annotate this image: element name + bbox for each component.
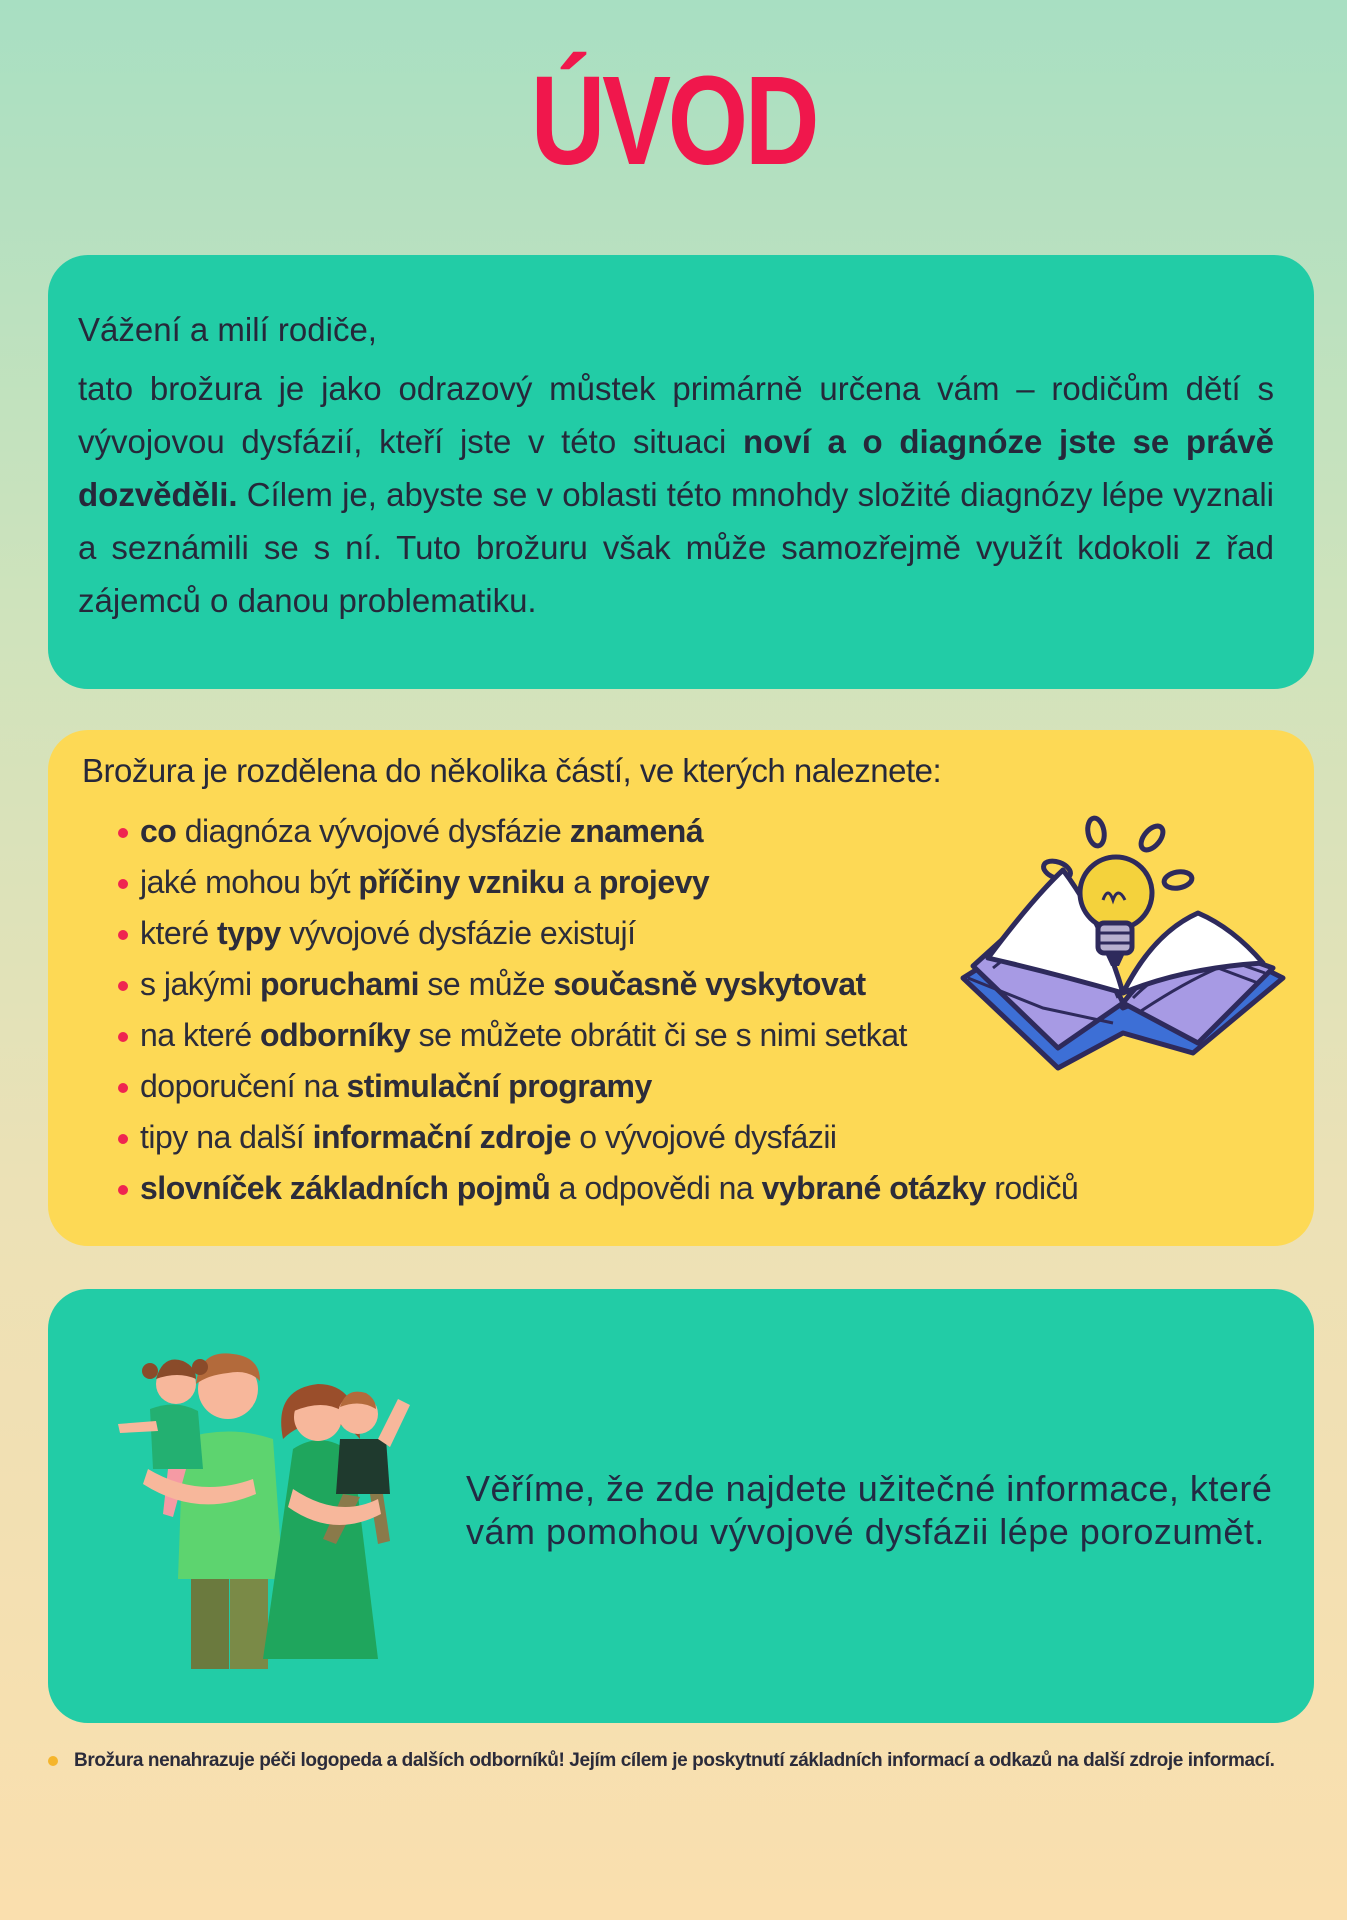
intro-body-part-2: Cílem je, abyste se v oblasti této mnohdy složité diagnózy lépe vyznali a seznámili se s ní. Tuto brožuru však může samozřejmě využít kdokoli z řad zájemců o danou problematiku. bbox=[78, 476, 1274, 619]
intro-greeting: Vážení a milí rodiče, bbox=[78, 311, 377, 348]
list-item-text: na které bbox=[140, 1017, 261, 1053]
contents-card bbox=[48, 730, 1314, 1246]
intro-body-bold: noví a o diagnóze jste se právě dozvěděli. bbox=[78, 423, 1274, 513]
bullet-icon bbox=[118, 879, 128, 889]
list-item-text: rodičů bbox=[985, 1170, 1079, 1206]
list-item-text: tipy na další bbox=[140, 1119, 313, 1155]
intro-body-part-1: tato brožura je jako odrazový můstek primárně určena vám – rodičům dětí s vývojovou dysfázií, kteří jste v této situaci bbox=[78, 370, 1274, 460]
list-item-bold: co bbox=[140, 813, 177, 849]
list-item-text: o vývojové dysfázii bbox=[570, 1119, 837, 1155]
list-item-text: se můžete obrátit či se s nimi setkat bbox=[410, 1017, 907, 1053]
list-item-bold: typy bbox=[217, 915, 281, 951]
intro-card bbox=[48, 255, 1314, 689]
list-item bbox=[118, 1061, 1078, 1112]
list-item bbox=[118, 1010, 1078, 1061]
bullet-icon bbox=[118, 930, 128, 940]
list-item-bold: současně vyskytovat bbox=[553, 966, 866, 1002]
footnote-text: Brožura nenahrazuje péči logopeda a dalších odborníků! Jejím cílem je poskytnutí základních informací a odkazů na další zdroje informací. bbox=[74, 1750, 1275, 1771]
list-item-text: se může bbox=[419, 966, 554, 1002]
list-item-bold: odborníky bbox=[260, 1017, 411, 1053]
list-item bbox=[118, 908, 1078, 959]
intro-body bbox=[78, 362, 1274, 627]
list-item-bold: projevy bbox=[598, 864, 710, 900]
list-item-text: diagnóza vývojové dysfázie bbox=[176, 813, 570, 849]
bullet-icon bbox=[118, 1185, 128, 1195]
page-title: ÚVOD bbox=[530, 50, 817, 191]
closing-card bbox=[48, 1289, 1314, 1723]
list-item bbox=[118, 857, 1078, 908]
list-item-text: s jakými bbox=[140, 966, 260, 1002]
list-item-bold: poruchami bbox=[259, 966, 420, 1002]
list-item-text: a bbox=[564, 864, 599, 900]
bullet-icon bbox=[118, 828, 128, 838]
list-item-text: jaké mohou být bbox=[140, 864, 359, 900]
list-item bbox=[118, 1163, 1078, 1214]
list-item-text: které bbox=[140, 915, 218, 951]
list-item-bold: slovníček základních pojmů bbox=[140, 1170, 551, 1206]
list-item-text: doporučení na bbox=[140, 1068, 347, 1104]
bullet-icon bbox=[118, 1134, 128, 1144]
bullet-icon bbox=[118, 1032, 128, 1042]
contents-list bbox=[118, 806, 1078, 1214]
list-item bbox=[118, 1112, 1078, 1163]
closing-text: Věříme, že zde najdete užitečné informace, které vám pomohou vývojové dysfázii lépe porozumět. bbox=[466, 1468, 1273, 1552]
family-illustration bbox=[78, 1329, 478, 1689]
list-item bbox=[118, 806, 1078, 857]
list-item-bold: informační zdroje bbox=[312, 1119, 571, 1155]
list-item-bold: vybrané otázky bbox=[761, 1170, 986, 1206]
contents-heading: Brožura je rozdělena do několika částí, ve kterých naleznete: bbox=[82, 752, 942, 789]
list-item bbox=[118, 959, 1078, 1010]
bullet-icon bbox=[118, 1083, 128, 1093]
list-item-bold: stimulační programy bbox=[346, 1068, 652, 1104]
book-lightbulb-icon bbox=[953, 808, 1293, 1108]
intro-text bbox=[78, 303, 1274, 627]
footnote bbox=[48, 1750, 1338, 1772]
list-item-text: a odpovědi na bbox=[550, 1170, 762, 1206]
bullet-icon bbox=[118, 981, 128, 991]
list-item-text: vývojové dysfázie existují bbox=[280, 915, 636, 951]
list-item-bold: znamená bbox=[569, 813, 704, 849]
footnote-bullet-icon bbox=[48, 1756, 58, 1766]
list-item-bold: příčiny vzniku bbox=[358, 864, 565, 900]
